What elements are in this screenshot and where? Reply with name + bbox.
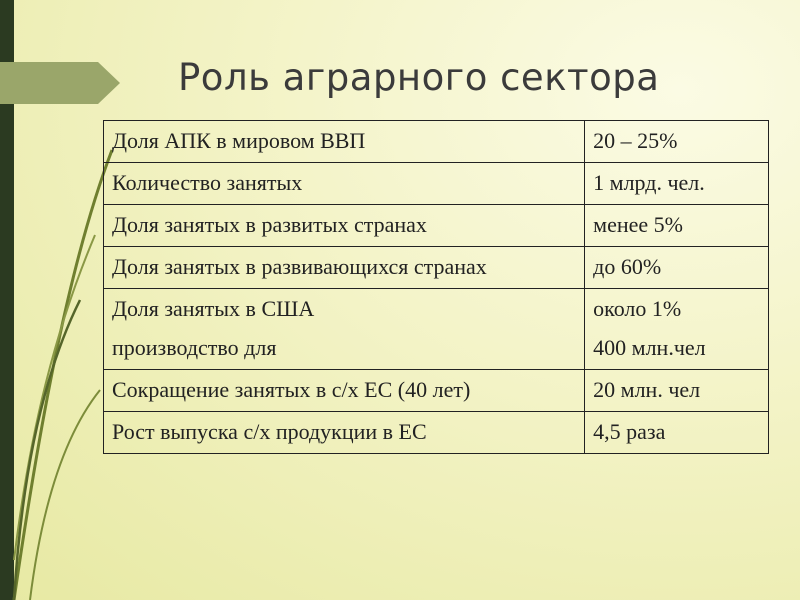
row-value: 4,5 раза <box>585 412 769 454</box>
table-row <box>104 370 769 412</box>
row-label: Доля занятых в развивающихся странах <box>104 247 585 289</box>
row-label: Рост выпуска с/х продукции в ЕС <box>104 412 585 454</box>
table-row <box>104 121 769 163</box>
row-label: Доля АПК в мировом ВВП <box>104 121 585 163</box>
row-label-line: Доля занятых в США <box>112 296 315 321</box>
row-value: 1 млрд. чел. <box>585 163 769 205</box>
row-value: 20 – 25% <box>585 121 769 163</box>
row-label: Доля занятых в развитых странах <box>104 205 585 247</box>
row-value-line: около 1% <box>593 296 682 321</box>
table-row <box>104 289 769 370</box>
row-label <box>104 289 585 370</box>
row-value: 20 млн. чел <box>585 370 769 412</box>
table-row <box>104 163 769 205</box>
data-table <box>103 120 769 454</box>
row-label: Количество занятых <box>104 163 585 205</box>
row-value <box>585 289 769 370</box>
table-row <box>104 205 769 247</box>
row-value-line: 400 млн.чел <box>593 335 706 360</box>
row-value: до 60% <box>585 247 769 289</box>
row-value: менее 5% <box>585 205 769 247</box>
table-row <box>104 412 769 454</box>
table-row <box>104 247 769 289</box>
row-label: Сокращение занятых в с/х ЕС (40 лет) <box>104 370 585 412</box>
slide-title: Роль аграрного сектора <box>178 56 660 99</box>
row-label-line: производство для <box>112 335 277 360</box>
